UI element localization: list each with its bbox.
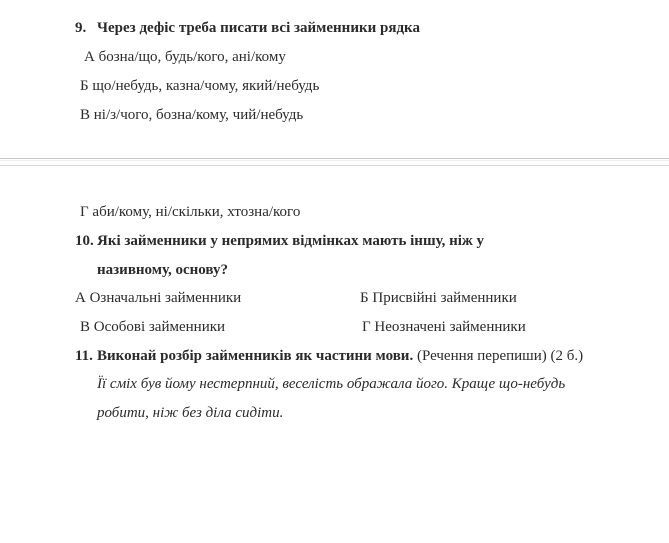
q10-title-line2: називному, основу?: [97, 262, 229, 278]
page-gap: [0, 160, 669, 161]
q10-option-d: Г Неозначені займенники: [362, 319, 526, 335]
q10-option-b: Б Присвійні займенники: [360, 290, 517, 306]
q9-option-c: В ні/з/чого, бозна/кому, чий/небудь: [80, 107, 304, 123]
q11-number: 11.: [75, 348, 93, 364]
q11-heading: [97, 347, 583, 365]
q10-title-line1: Які займенники у непрямих відмінках мають іншу, ніж у: [97, 233, 485, 249]
page-divider-top: [0, 158, 669, 159]
q11-title: Виконай розбір займенників як частини мови.: [97, 348, 414, 364]
q9-number: 9.: [75, 20, 87, 36]
q11-note: (Речення перепиши) (2 б.): [416, 348, 584, 364]
q11-sentence-line2: робити, ніж без діла сидіти.: [97, 405, 284, 421]
q10-option-c: В Особові займенники: [80, 319, 226, 335]
q9-option-d: Г аби/кому, ні/скільки, хтозна/кого: [80, 204, 301, 220]
q10-number: 10.: [75, 233, 94, 249]
q11-sentence-line1: Її сміх був йому нестерпний, веселість ображала його. Краще що-небудь: [97, 376, 566, 392]
page-divider-bottom: [0, 165, 669, 166]
q10-option-a: А Означальні займенники: [75, 290, 242, 306]
q9-title: Через дефіс треба писати всі займенники рядка: [97, 20, 420, 36]
q9-option-a: А бозна/що, будь/кого, ані/кому: [84, 49, 286, 65]
q9-option-b: Б що/небудь, казна/чому, який/небудь: [80, 78, 320, 94]
